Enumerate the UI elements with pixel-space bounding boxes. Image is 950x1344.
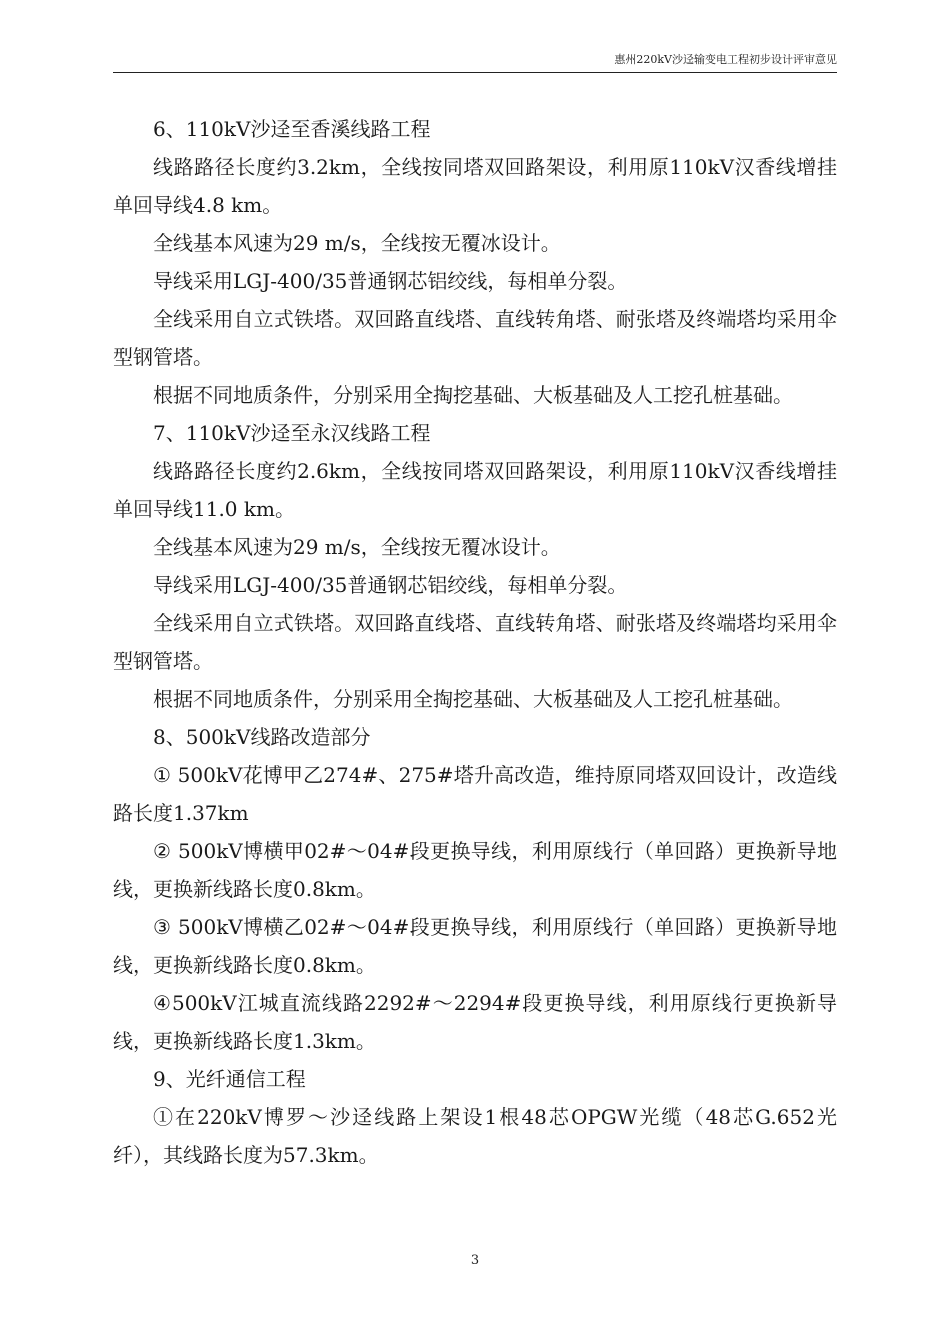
- section-heading-9: 9、光纤通信工程: [153, 1067, 306, 1091]
- paragraph: 导线采用LGJ-400/35普通钢芯铝绞线，每相单分裂。: [153, 573, 628, 597]
- list-item: ④500kV江城直流线路2292#～2294#段更换导线，利用原线行更换新导线，更换新线路长度1.3km。: [113, 991, 837, 1053]
- document-body: [113, 110, 837, 1174]
- list-item: ①在220kV博罗～沙迳线路上架设1根48芯OPGW光缆（48芯G.652光纤），其线路长度为57.3km。: [113, 1105, 837, 1167]
- list-item: ② 500kV博横甲02#～04#段更换导线，利用原线行（单回路）更换新导地线，更换新线路长度0.8km。: [113, 839, 837, 901]
- section-heading-6: 6、110kV沙迳至香溪线路工程: [153, 117, 431, 141]
- paragraph: 全线采用自立式铁塔。双回路直线塔、直线转角塔、耐张塔及终端塔均采用伞型钢管塔。: [113, 307, 837, 369]
- paragraph: 全线基本风速为29 m/s，全线按无覆冰设计。: [153, 231, 561, 255]
- paragraph: 线路路径长度约2.6km，全线按同塔双回路架设，利用原110kV汉香线增挂单回导线11.0 km。: [113, 459, 837, 521]
- paragraph: 全线基本风速为29 m/s，全线按无覆冰设计。: [153, 535, 561, 559]
- list-item: ① 500kV花博甲乙274#、275#塔升高改造，维持原同塔双回设计，改造线路长度1.37km: [113, 763, 837, 825]
- header-title: 惠州220kV沙迳输变电工程初步设计评审意见: [614, 53, 837, 66]
- paragraph: 导线采用LGJ-400/35普通钢芯铝绞线，每相单分裂。: [153, 269, 628, 293]
- section-heading-7: 7、110kV沙迳至永汉线路工程: [153, 421, 431, 445]
- paragraph: 根据不同地质条件，分别采用全掏挖基础、大板基础及人工挖孔桩基础。: [153, 383, 793, 407]
- section-heading-8: 8、500kV线路改造部分: [153, 725, 371, 749]
- paragraph: 线路路径长度约3.2km，全线按同塔双回路架设，利用原110kV汉香线增挂单回导线4.8 km。: [113, 155, 837, 217]
- paragraph: 全线采用自立式铁塔。双回路直线塔、直线转角塔、耐张塔及终端塔均采用伞型钢管塔。: [113, 611, 837, 673]
- paragraph: 根据不同地质条件，分别采用全掏挖基础、大板基础及人工挖孔桩基础。: [153, 687, 793, 711]
- list-item: ③ 500kV博横乙02#～04#段更换导线，利用原线行（单回路）更换新导地线，更换新线路长度0.8km。: [113, 915, 837, 977]
- page-header: [113, 52, 837, 73]
- page-number: 3: [470, 1253, 480, 1268]
